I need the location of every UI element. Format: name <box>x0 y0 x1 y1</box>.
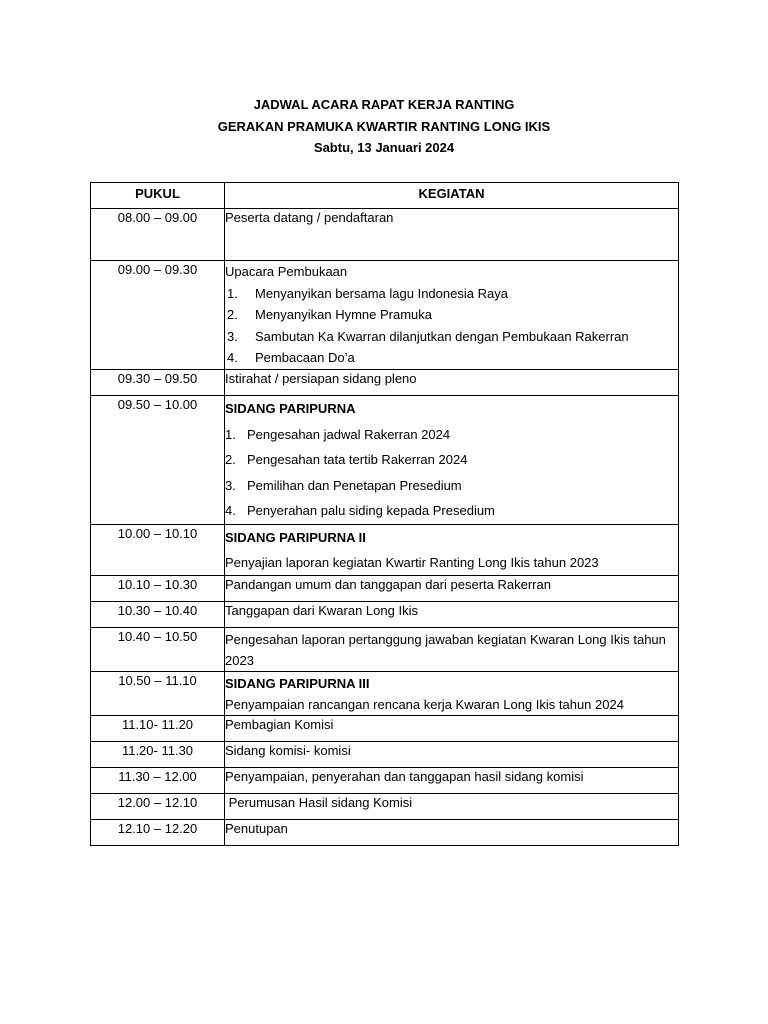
table-row <box>91 261 679 370</box>
activity-text: Pembagian Komisi <box>225 717 334 732</box>
table-row <box>91 370 679 396</box>
time-cell: 08.00 – 09.00 <box>91 209 225 261</box>
activity-text: Istirahat / persiapan sidang pleno <box>225 371 417 386</box>
time-cell: 09.30 – 09.50 <box>91 370 225 396</box>
activity-text: Penyajian laporan kegiatan Kwartir Ranting Long Ikis tahun 2023 <box>225 555 599 570</box>
time-cell: 12.00 – 12.10 <box>91 794 225 820</box>
activity-text: Upacara Pembukaan <box>225 264 348 279</box>
activity-text: Pengesahan laporan pertanggung jawaban kegiatan Kwaran Long Ikis tahun 2023 <box>225 632 666 668</box>
activity-cell <box>225 672 679 716</box>
table-row <box>91 209 679 261</box>
table-row <box>91 820 679 846</box>
activity-text: Tanggapan dari Kwaran Long Ikis <box>225 603 418 618</box>
activity-title: SIDANG PARIPURNA II <box>225 530 366 545</box>
table-row <box>91 768 679 794</box>
activity-cell <box>225 742 679 768</box>
table-row <box>91 716 679 742</box>
activity-text: Pandangan umum dan tanggapan dari peserta Rakerran <box>225 577 551 592</box>
time-cell: 09.50 – 10.00 <box>91 396 225 525</box>
activity-text: Penyampaian, penyerahan dan tanggapan hasil sidang komisi <box>225 769 584 784</box>
table-row <box>91 742 679 768</box>
time-cell: 11.10- 11.20 <box>91 716 225 742</box>
table-row <box>91 396 679 525</box>
activity-cell <box>225 794 679 820</box>
list-item: 1. Menyanyikan bersama lagu Indonesia Raya <box>227 285 508 301</box>
activity-cell <box>225 525 679 576</box>
list-item: 3. Sambutan Ka Kwarran dilanjutkan dengan Pembukaan Rakerran <box>227 328 629 344</box>
activity-cell <box>225 576 679 602</box>
header-date: Sabtu, 13 Januari 2024 <box>313 140 455 155</box>
document-header <box>0 94 768 159</box>
time-cell: 11.30 – 12.00 <box>91 768 225 794</box>
table-row <box>91 672 679 716</box>
activity-cell <box>225 370 679 396</box>
list-item: 2. Menyanyikan Hymne Pramuka <box>227 307 433 322</box>
list-item: 3. Pemilihan dan Penetapan Presedium <box>225 477 462 493</box>
list-item: 4. Penyerahan palu siding kepada Presedium <box>225 503 495 518</box>
time-cell: 11.20- 11.30 <box>91 742 225 768</box>
activity-text: Peserta datang / pendaftaran <box>225 210 394 225</box>
column-header-time: PUKUL <box>91 183 225 209</box>
time-cell: 10.10 – 10.30 <box>91 576 225 602</box>
activity-list <box>225 422 678 524</box>
activity-cell <box>225 628 679 672</box>
time-cell: 10.40 – 10.50 <box>91 628 225 672</box>
table-row <box>91 602 679 628</box>
time-cell: 09.00 – 09.30 <box>91 261 225 370</box>
activity-text: Penyampaian rancangan rencana kerja Kwaran Long Ikis tahun 2024 <box>225 697 624 712</box>
list-item: 2. Pengesahan tata tertib Rakerran 2024 <box>225 452 468 467</box>
table-row <box>91 525 679 576</box>
activity-cell <box>225 261 679 370</box>
time-cell: 10.50 – 11.10 <box>91 672 225 716</box>
time-cell: 10.30 – 10.40 <box>91 602 225 628</box>
table-header-row <box>91 183 679 209</box>
activity-cell <box>225 396 679 525</box>
table-row <box>91 794 679 820</box>
list-item: 4. Pembacaan Do’a <box>227 350 355 365</box>
header-organization: GERAKAN PRAMUKA KWARTIR RANTING LONG IKIS <box>217 118 551 134</box>
activity-text: Sidang komisi- komisi <box>225 743 351 758</box>
activity-cell <box>225 602 679 628</box>
table-row <box>91 628 679 672</box>
activity-text: Perumusan Hasil sidang Komisi <box>225 795 413 810</box>
activity-text: Penutupan <box>225 821 288 836</box>
schedule-table <box>90 182 679 846</box>
time-cell: 10.00 – 10.10 <box>91 525 225 576</box>
activity-title: SIDANG PARIPURNA <box>225 401 356 416</box>
activity-cell <box>225 768 679 794</box>
column-header-activity: KEGIATAN <box>225 183 679 209</box>
header-title: JADWAL ACARA RAPAT KERJA RANTING <box>253 97 515 112</box>
table-row <box>91 576 679 602</box>
activity-list <box>225 283 678 369</box>
time-cell: 12.10 – 12.20 <box>91 820 225 846</box>
activity-cell <box>225 209 679 261</box>
activity-cell <box>225 716 679 742</box>
activity-title: SIDANG PARIPURNA III <box>225 676 370 691</box>
list-item: 1. Pengesahan jadwal Rakerran 2024 <box>225 426 451 442</box>
activity-cell <box>225 820 679 846</box>
